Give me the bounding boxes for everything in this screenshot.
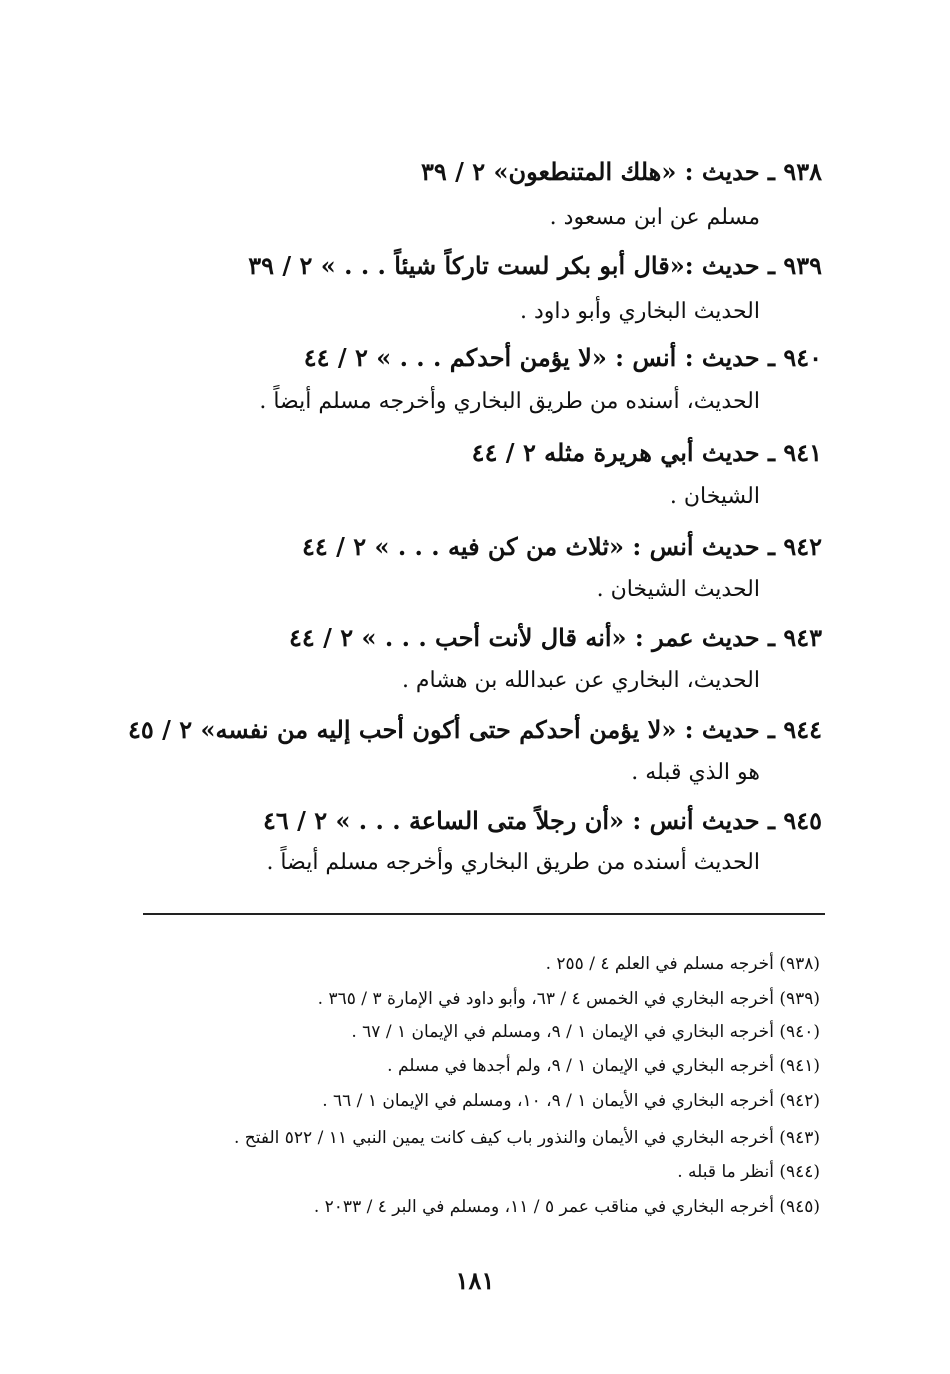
- entry-943-text: الحديث، البخاري عن عبدالله بن هشام .: [401, 668, 760, 693]
- footnote-divider: [143, 913, 825, 915]
- entry-938-heading: ٩٣٨ ـ حديث : «هلك المتنطعون» ٢ / ٣٩: [421, 157, 822, 186]
- entry-940-text: الحديث، أسنده من طريق البخاري وأخرجه مسلم أيضاً .: [259, 389, 760, 414]
- entry-945-heading: ٩٤٥ ـ حديث أنس : «أن رجلاً متى الساعة . . . » ٢ / ٤٦: [262, 806, 822, 835]
- entry-944-heading: ٩٤٤ ـ حديث : «لا يؤمن أحدكم حتى أكون أحب إليه من نفسه» ٢ / ٤٥: [128, 715, 822, 744]
- entry-939-heading: ٩٣٩ ـ حديث :«قال أبو بكر لست تاركاً شيئاً . . . » ٢ / ٣٩: [248, 251, 822, 280]
- footnote-945: (٩٤٥) أخرجه البخاري في مناقب عمر ٥ / ١١، ومسلم في البر ٤ / ٢٠٣٣ .: [313, 1197, 820, 1217]
- entry-941-heading: ٩٤١ ـ حديث أبي هريرة مثله ٢ / ٤٤: [471, 438, 822, 467]
- entry-944-text: هو الذي قبله .: [631, 760, 760, 785]
- footnote-939: (٩٣٩) أخرجه البخاري في الخمس ٤ / ٦٣، وأبو داود في الإمارة ٣ / ٣٦٥ .: [317, 989, 820, 1009]
- entry-939-text: الحديث البخاري وأبو داود .: [519, 299, 760, 324]
- entry-941-text: الشيخان .: [669, 484, 760, 509]
- footnote-941: (٩٤١) أخرجه البخاري في الإيمان ١ / ٩، ولم أجدها في مسلم .: [387, 1056, 820, 1076]
- footnote-943: (٩٤٣) أخرجه البخاري في الأيمان والنذور باب كيف كانت يمين النبي ١١ / ٥٢٢ الفتح .: [233, 1128, 820, 1148]
- footnote-942: (٩٤٢) أخرجه البخاري في الأيمان ١ / ٩، ١٠، ومسلم في الإيمان ١ / ٦٦ .: [322, 1091, 820, 1111]
- entry-945-text: الحديث أسنده من طريق البخاري وأخرجه مسلم أيضاً .: [266, 850, 760, 875]
- footnote-938: (٩٣٨) أخرجه مسلم في العلم ٤ / ٢٥٥ .: [545, 954, 820, 974]
- entry-943-heading: ٩٤٣ ـ حديث عمر : «أنه قال لأنت أحب . . . » ٢ / ٤٤: [289, 623, 822, 652]
- entry-938-text: مسلم عن ابن مسعود .: [549, 205, 760, 230]
- entry-942-text: الحديث الشيخان .: [596, 577, 760, 602]
- entry-940-heading: ٩٤٠ ـ حديث : أنس : «لا يؤمن أحدكم . . . » ٢ / ٤٤: [303, 343, 822, 372]
- footnote-944: (٩٤٤) أنظر ما قبله .: [677, 1162, 820, 1182]
- page-number: ١٨١: [455, 1266, 495, 1295]
- footnote-940: (٩٤٠) أخرجه البخاري في الإيمان ١ / ٩، ومسلم في الإيمان ١ / ٦٧ .: [351, 1022, 820, 1042]
- entry-942-heading: ٩٤٢ ـ حديث أنس : «ثلاث من كن فيه . . . » ٢ / ٤٤: [301, 532, 822, 561]
